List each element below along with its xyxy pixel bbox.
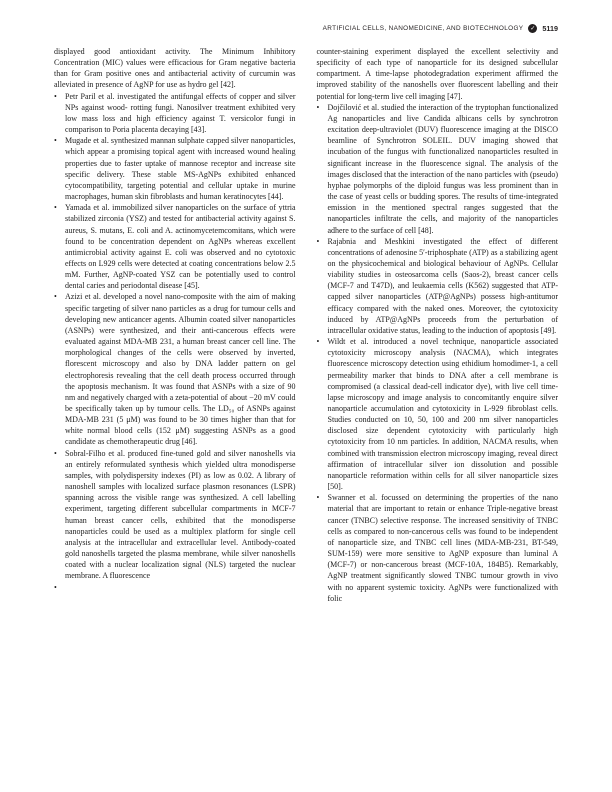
bullet-icon: • bbox=[54, 91, 57, 101]
bullet-text: Petr Paril et al. investigated the antifungal effects of copper and silver NPs against wood- rotting fungi. Nanosilver treatment exhibited very low mass loss and high efficiency against T. versicolor fungi in comparison to Poria placenta decaying [43]. bbox=[65, 91, 296, 135]
bullet-text: Rajabnia and Meshkini investigated the effect of different concentrations of adenosine 5′-triphosphate (ATP) as a stabilizing agent on the physicochemical and biological behaviour of AgNPs. Cellular viability studies in osteosarcoma cells (Saos-2), breast cancer cells (MCF-7 and T47D), and leukaemia cells (K562) suggested that ATP-capped silver nanoparticles (ATP@AgNPs) possess high-antitumor efficacy compared with the naked ones. Moreover, the cytotoxicity induced by ATP@AgNPs proceeds from the perturbation of intracellular oxidative status, leading to the induction of apoptosis [49]. bbox=[327, 236, 558, 335]
journal-name: ARTIFICIAL CELLS, NANOMEDICINE, AND BIOTECHNOLOGY bbox=[322, 25, 524, 32]
bullet-text: Wildt et al. introduced a novel technique, nanoparticle associated cytotoxicity microscopy analysis (NACMA), which integrates fluorescence microscopy detection using ethidium homodimer-1, a cell permeability marker that binds to DNA after a cell membrane is compromised (a classical dead-cell indicator dye), with live cell time-lapse microscopy and image analysis to concomitantly enquire silver nanoparticle accumulation and cytotoxicity in L-929 fibroblast cells. Studies conducted on 10, 50, 100 and 200 nm silver nanoparticles disclosed size dependent cytotoxicity with particularly high cytotoxicity from 10 nm particles. In addition, NACMA results, when combined with transmission electron microscopy imaging, reveal direct affirmation of intracellular silver ion dissolution and possible nanoparticle reformation within cells for all silver nanoparticle sizes [50]. bbox=[327, 337, 558, 492]
bullet-icon: • bbox=[54, 582, 57, 592]
bullet-text bbox=[65, 582, 296, 593]
list-item bbox=[54, 448, 296, 582]
bullet-text: Sobral-Filho et al. produced fine-tuned gold and silver nanoshells via an entirely reformulated synthesis which yielded ultra monodisperse samples, with polydispersity indexes (PI) as low as 0.02. A library of nanoshell samples with localized surface plasmon resonances (LSPR) spanning across the visible range was synthesized. A cell labelling experiment, targeting different subcellular compartments in MCF-7 human breast cancer cells, exhibited that the monodisperse nanoparticles could be used as a multiplex platform for single cell analysis at the intracellular and extracellular level. Antibody-coated gold nanoshells targeted the plasma membrane, while silver nanoshells coated with a nuclear localization signal (NLS) targeted the nuclear membrane. A fluorescence bbox=[65, 448, 296, 581]
list-item bbox=[317, 336, 559, 492]
left-column bbox=[54, 46, 296, 754]
page-number: 5119 bbox=[542, 24, 558, 33]
bullet-icon: • bbox=[316, 493, 320, 503]
bullet-text: Yamada et al. immobilized silver nanoparticles on the surface of yttria stabilized zirconia (YSZ) and tested for antibacterial activity against S. aureus, S. mutans, E. coli and A. actinomycetemcomitans, which were found to be concentration dependent on AgNPs whereas excellent antimicrobial activity against E. coli was observed and no cytotoxic effects on L929 cells were detected at coating concentrations below 2.5 mM. Further, AgNP-coated YSZ can be potentially used to control dental caries and periodontal disease [45]. bbox=[65, 203, 296, 291]
continuation-paragraph: displayed good antioxidant activity. The Minimum Inhibitory Concentration (MIC) values were efficacious for Gram negative bacteria than for Gram positive ones and antibacterial activity of curcumin was alleviated in presence of AgNP for use as hydro gel [42]. bbox=[54, 47, 296, 90]
list-item bbox=[54, 135, 296, 202]
bullet-icon: • bbox=[316, 102, 320, 112]
continuation-paragraph: counter-staining experiment displayed the excellent selectivity and specificity of each type of nanoparticle for its designed subcellular compartment. A time-lapse photodegradation experiment affirmed the improved stability of the nanoshells over fluorescent labelling and their potential for long-term live cell imaging [47]. bbox=[316, 47, 558, 101]
running-header bbox=[323, 24, 558, 33]
bullet-icon: • bbox=[316, 337, 320, 347]
list-item bbox=[317, 492, 559, 604]
bullet-icon: • bbox=[54, 292, 57, 302]
list-item bbox=[317, 236, 559, 336]
bullet-icon: • bbox=[316, 236, 320, 246]
bullet-text: Azizi et al. developed a novel nano-composite with the aim of making specific targeting of silver nano particles as a drug for tumour cells and developing new anticancer agents. Albumin coated silver nanoparticles (ASNPs) were synthesized, and their anti-cancerous effects were evaluated against MDA-MB 231, a human breast cancer cell line. The morphological changes of the cells were observed by inverted, florescent microscopy and also by DNA ladder pattern on gel electrophoresis revealing that the cell death process occurred through the apoptosis mechanism. It was found that ASNPs with a size of 90 nm and negatively charged with a zeta-potential of about −20 mV could be specifically taken up by tumour cells. The LD₅₀ of ASNPs against MDA-MB 231 (5 μM) was found to be 30 times higher than that for white normal blood cells (152 μM) suggesting ASNPs as a good candidate as chemotherapeutic drug [46]. bbox=[65, 292, 296, 447]
right-column bbox=[317, 46, 559, 754]
article-body bbox=[54, 46, 558, 754]
bullet-icon: • bbox=[54, 136, 57, 146]
bullet-icon: • bbox=[54, 448, 57, 458]
bullet-text: Swanner et al. focussed on determining the properties of the nano material that are important to retain or enhance Triple-negative breast cancer (TNBC) selective response. The increased sensitivity of TNBC cells as compared to non-cancerous cells was found to be independent of nanoparticle size, and TNBC cell lines (MDA-MB-231, BT-549, SUM-159) were more sensitive to AgNP exposure than luminal A (MCF-7) or non-cancerous breast (MCF-10A, 184B5). Remarkably, AgNP treatment significantly slowed TNBC tumour growth in vivo with no apparent systemic toxicity. AgNPs were functionalized with folic bbox=[327, 493, 558, 603]
list-item bbox=[54, 582, 296, 593]
list-item bbox=[54, 291, 296, 447]
publisher-logo-icon: ✓ bbox=[530, 25, 536, 32]
bullet-text: Mugade et al. synthesized mannan sulphate capped silver nanoparticles, which appear a promising topical agent with increased wound healing properties due to faster uptake of mannose receptor and increase site specific delivery. These stable MS-AgNPs exhibited enhanced cytocompatibility, targeting potential and cellular uptake in murine macrophages, human skin fibroblasts and human keratinocytes [44]. bbox=[65, 136, 296, 202]
bullet-icon: • bbox=[54, 203, 57, 213]
list-item bbox=[54, 202, 296, 291]
list-item bbox=[54, 91, 296, 136]
list-item bbox=[317, 102, 559, 236]
bullet-text: Dojčilović et al. studied the interaction of the tryptophan functionalized Ag nanoparticles and live Candida albicans cells by synchrotron excitation deep-ultraviolet (DUV) fluorescence imaging at the DISCO beamline of Synchrotron SOLEIL. DUV imaging showed that incubation of the fungus with functionalized nanoparticles resulted in significant increase in the fluorescence signal. The analysis of the images disclosed that the interaction of the nano particles with (pseudo) hyphae polymorphs of the diploid fungus was less prominent than in the case of yeast cells or budding spores. The results of time-integrated emission in the mentioned spectral ranges suggested that the nanoparticles infiltrate the cells, and majority of the nanoparticles adhere to the surface of cell [48]. bbox=[327, 102, 558, 235]
